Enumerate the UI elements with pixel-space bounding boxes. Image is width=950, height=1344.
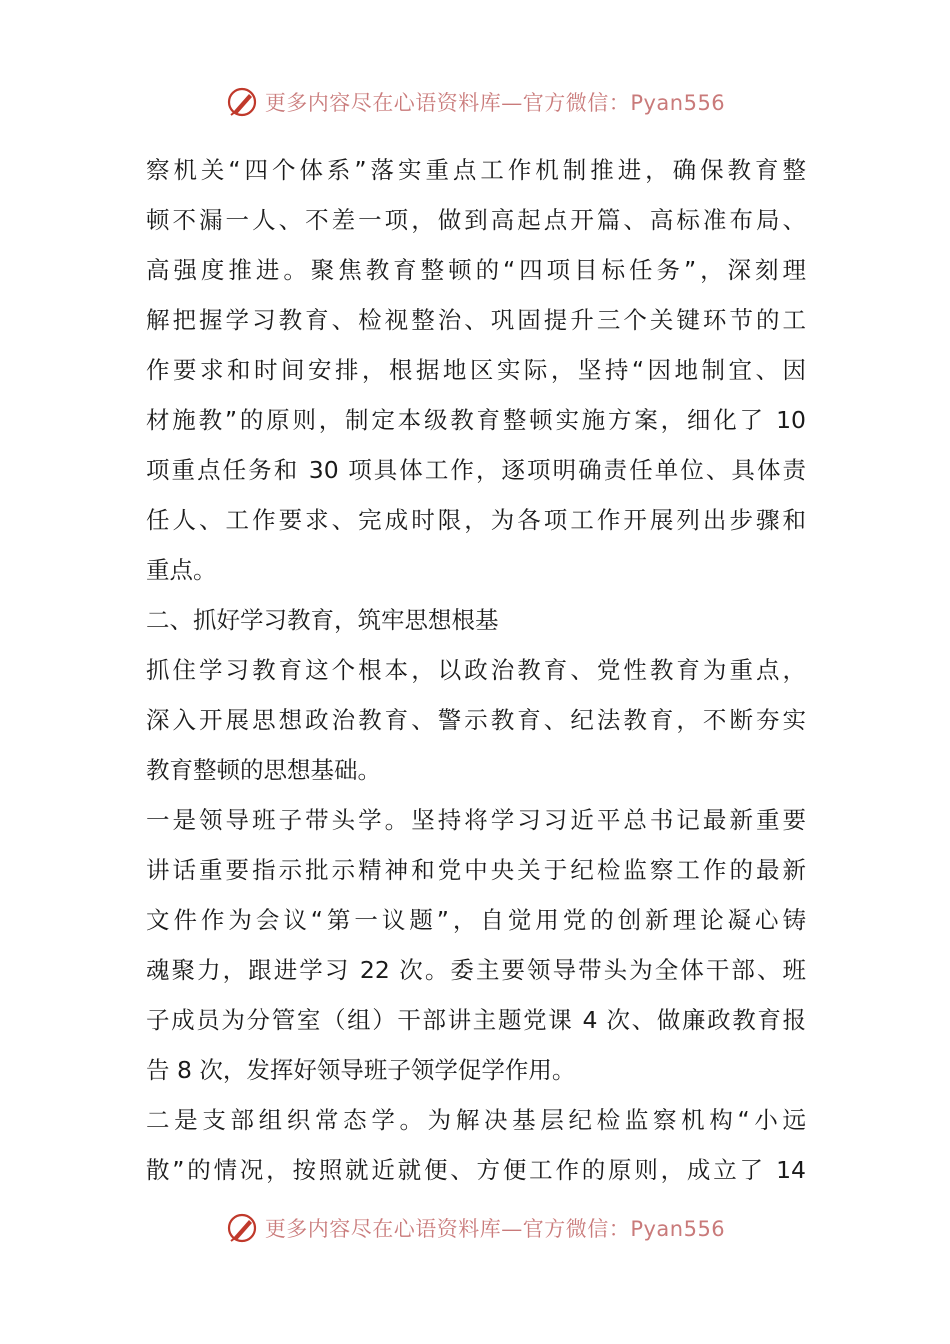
text-line: 讲话重要指示批示精神和党中央关于纪检监察工作的最新	[146, 856, 806, 884]
text-line: 高强度推进。聚焦教育整顿的“四项目标任务”，深刻理	[146, 256, 806, 284]
text-line: 二、抓好学习教育，筑牢思想根基	[146, 606, 499, 634]
text-line: 任人、工作要求、完成时限，为各项工作开展列出步骤和	[146, 506, 806, 534]
text-line: 一是领导班子带头学。坚持将学习习近平总书记最新重要	[146, 806, 806, 834]
text-line: 抓住学习教育这个根本，以政治教育、党性教育为重点，	[146, 656, 806, 684]
watermark-header	[0, 82, 950, 122]
text-line: 项重点任务和 30 项具体工作，逐项明确责任单位、具体责	[146, 456, 806, 484]
text-line: 告 8 次，发挥好领导班子领学促学作用。	[146, 1056, 576, 1084]
text-line: 深入开展思想政治教育、警示教育、纪法教育，不断夯实	[146, 706, 806, 734]
pen-logo-icon	[225, 85, 259, 119]
watermark-wechat-id: Pyan556	[630, 91, 726, 115]
text-line: 解把握学习教育、检视整治、巩固提升三个关键环节的工	[146, 306, 806, 334]
text-line: 子成员为分管室（组）干部讲主题党课 4 次、做廉政教育报	[146, 1006, 806, 1034]
watermark-text: 更多内容尽在心语资料库—官方微信：Pyan556	[264, 91, 726, 115]
text-line: 顿不漏一人、不差一项，做到高起点开篇、高标准布局、	[146, 206, 806, 234]
text-line: 魂聚力，跟进学习 22 次。委主要领导带头为全体干部、班	[146, 956, 806, 984]
pen-logo-icon	[225, 1211, 259, 1245]
text-line: 二是支部组织常态学。为解决基层纪检监察机构“小远	[146, 1106, 806, 1134]
watermark-footer	[0, 1208, 950, 1248]
text-line: 材施教”的原则，制定本级教育整顿实施方案，细化了 10	[146, 406, 806, 434]
text-line: 文件作为会议“第一议题”，自觉用党的创新理论凝心铸	[146, 906, 806, 934]
text-line: 察机关“四个体系”落实重点工作机制推进，确保教育整	[146, 156, 806, 184]
text-line: 散”的情况，按照就近就便、方便工作的原则，成立了 14	[146, 1156, 806, 1184]
watermark-wechat-id: Pyan556	[630, 1217, 726, 1241]
document-body	[146, 145, 806, 1195]
watermark-text: 更多内容尽在心语资料库—官方微信：Pyan556	[264, 1217, 726, 1241]
text-line: 重点。	[146, 556, 217, 584]
text-line: 作要求和时间安排，根据地区实际，坚持“因地制宜、因	[146, 356, 806, 384]
text-line: 教育整顿的思想基础。	[146, 756, 381, 784]
